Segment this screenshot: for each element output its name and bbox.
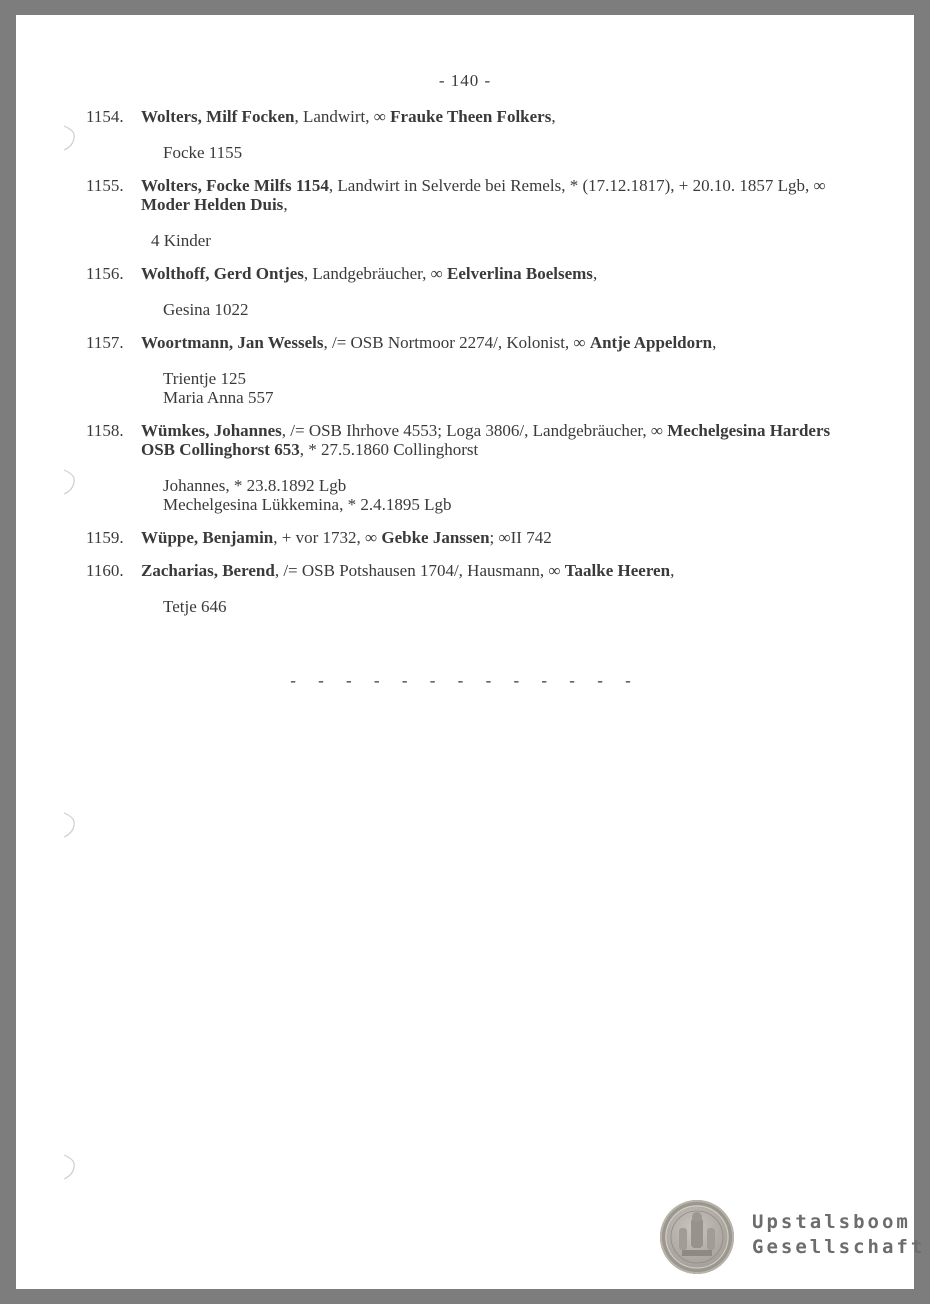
document-page xyxy=(16,15,926,1289)
seal-icon xyxy=(660,1200,734,1274)
child-item: Gesina 1022 xyxy=(163,300,249,319)
entry xyxy=(86,107,856,162)
person-name: Mechelgesina Harders OSB Collinghorst 653 xyxy=(141,421,831,459)
children-list xyxy=(141,369,856,407)
children-list xyxy=(141,231,856,250)
entry-text: ; ∞II 742 xyxy=(489,528,552,547)
entry-text: , Landwirt in Selverde bei Remels, * (17.12.1817), + 20.10. 1857 Lgb, ∞ xyxy=(328,176,826,195)
entry-text: , xyxy=(283,195,288,214)
entry-text: , /= OSB Potshausen 1704/, Hausmann, ∞ xyxy=(274,561,565,580)
child-item: Focke 1155 xyxy=(163,143,243,162)
entry-text: , Landgebräucher, ∞ xyxy=(303,264,448,283)
entry-number: 1154. xyxy=(86,107,124,126)
person-name: Wolthoff, Gerd Ontjes xyxy=(141,264,304,283)
children-list xyxy=(141,143,856,162)
entry-text: , xyxy=(712,333,717,352)
punch-hole-icon xyxy=(58,810,80,840)
entry-heading xyxy=(141,107,856,126)
entry-text: , xyxy=(592,264,598,283)
entry-heading xyxy=(141,264,856,283)
logo-line-2: Gesellschaft xyxy=(752,1236,926,1258)
person-name: Moder Helden Duis xyxy=(141,195,284,214)
child-item: Johannes, * 23.8.1892 Lgb xyxy=(163,476,347,495)
person-name: Wümkes, Johannes xyxy=(141,421,282,440)
entry-text: , /= OSB Ihrhove 4553; Loga 3806/, Landgebräucher, ∞ xyxy=(281,421,668,440)
entry-text: , xyxy=(670,561,675,580)
entry xyxy=(86,264,856,319)
children-list xyxy=(141,300,856,319)
children-list xyxy=(141,597,856,616)
person-name: Woortmann, Jan Wessels xyxy=(141,333,324,352)
entry-number: 1156. xyxy=(86,264,124,283)
entry xyxy=(86,528,856,547)
entry xyxy=(86,561,856,616)
entry-heading xyxy=(141,421,856,459)
entry-number: 1155. xyxy=(86,176,124,195)
entry-heading xyxy=(141,528,856,547)
logo-line-1: Upstalsboom xyxy=(752,1211,911,1233)
entry-number: 1157. xyxy=(86,333,124,352)
person-name: Eelverlina Boelsems xyxy=(447,264,593,283)
person-name: Wolters, Focke Milfs 1154 xyxy=(141,176,329,195)
person-name: Taalke Heeren xyxy=(564,561,671,580)
logo-text xyxy=(752,1210,925,1260)
child-item: Mechelgesina Lükkemina, * 2.4.1895 Lgb xyxy=(163,495,452,514)
entry-number: 1158. xyxy=(86,421,124,440)
entry-text: , * 27.5.1860 Collinghorst xyxy=(299,440,479,459)
entry-text: , + vor 1732, ∞ xyxy=(273,528,382,547)
child-item: Trientje 125 xyxy=(163,369,246,388)
entry-number: 1160. xyxy=(86,561,124,580)
entry-heading xyxy=(141,176,856,214)
person-name: Antje Appeldorn xyxy=(589,333,713,352)
child-item: Maria Anna 557 xyxy=(163,388,274,407)
entry-heading xyxy=(141,333,856,352)
person-name: Zacharias, Berend xyxy=(141,561,275,580)
person-name: Frauke Theen Folkers xyxy=(390,107,552,126)
child-item: Tetje 646 xyxy=(163,597,227,616)
entry xyxy=(86,333,856,407)
punch-hole-icon xyxy=(58,467,80,497)
punch-hole-icon xyxy=(58,123,80,153)
page-number: - 140 - xyxy=(438,71,492,90)
entry-text: , xyxy=(551,107,556,126)
punch-hole-icon xyxy=(58,1152,80,1182)
person-name: Wolters, Milf Focken xyxy=(141,107,295,126)
children-list xyxy=(141,476,856,514)
entry xyxy=(86,176,856,250)
entry-heading xyxy=(141,561,856,580)
section-separator: - - - - - - - - - - - - - xyxy=(290,671,640,690)
publisher-logo xyxy=(660,1200,926,1280)
entry-text: , /= OSB Nortmoor 2274/, Kolonist, ∞ xyxy=(323,333,590,352)
person-name: Gebke Janssen xyxy=(381,528,490,547)
entry-text: , Landwirt, ∞ xyxy=(294,107,391,126)
entry xyxy=(86,421,856,514)
entry-list xyxy=(86,107,856,630)
person-name: Wüppe, Benjamin xyxy=(141,528,274,547)
entry-number: 1159. xyxy=(86,528,124,547)
child-item: 4 Kinder xyxy=(151,231,211,250)
